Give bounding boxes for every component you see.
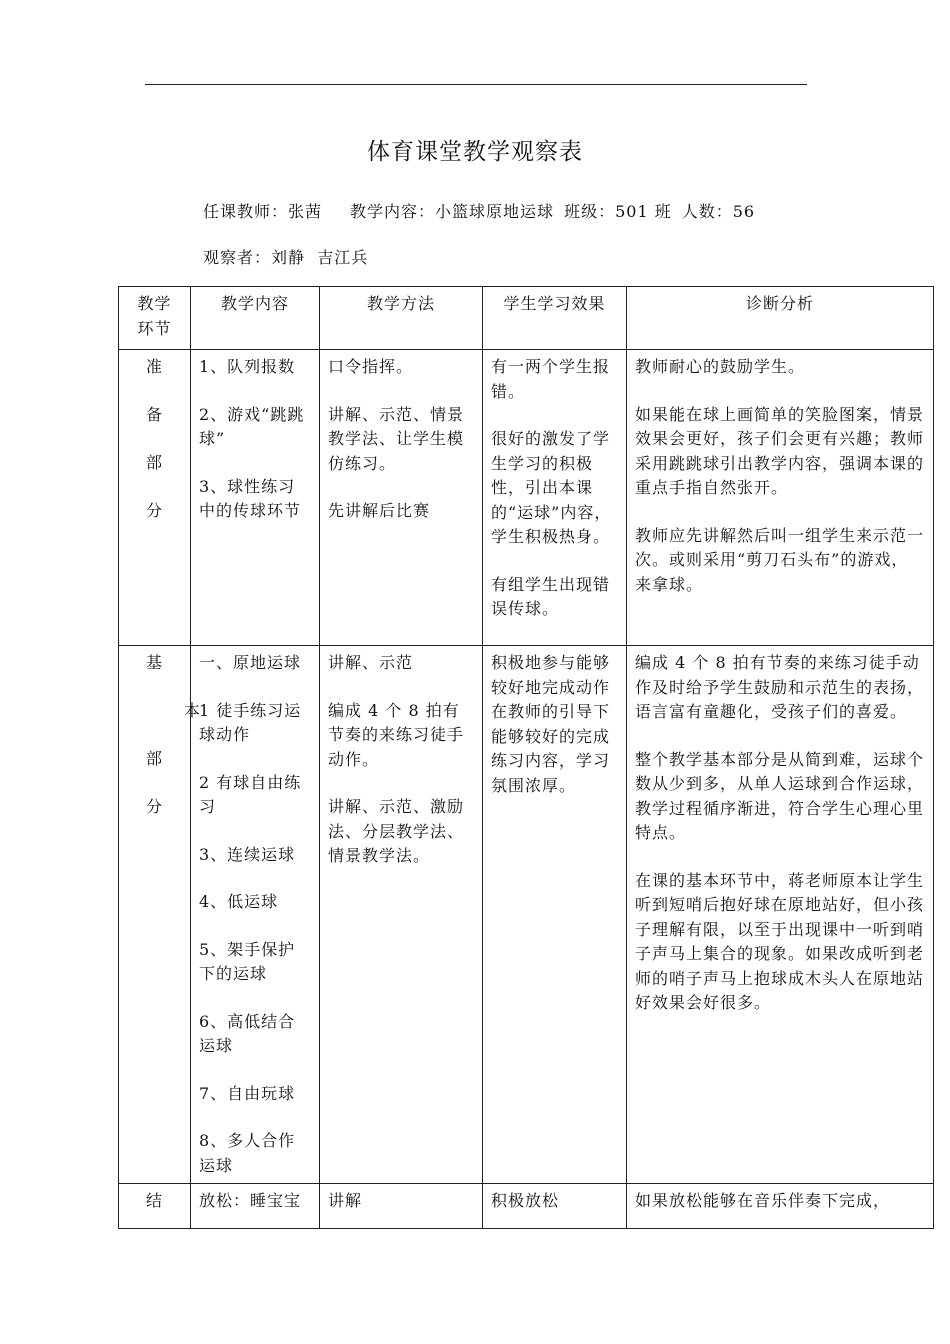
effect-cell [483,646,627,1184]
header-method: 教学方法 [320,287,483,350]
effect-item: 很好的激发了学生学习的积极性，引出本课的“运球”内容，学生积极热身。 [491,429,612,546]
method-item: 讲解、示范、情景教学法、让学生模仿练习。 [328,404,465,473]
method-item: 先讲解后比赛 [328,501,431,520]
header-content: 教学内容 [191,287,320,350]
observer-names: 刘静 吉江兵 [271,248,369,267]
document-title: 体育课堂教学观察表 [367,139,583,165]
count-label: 人数： [681,202,733,221]
header-section-line: 教学 [137,294,172,313]
header-rule [145,84,807,85]
content-item: 3、球性练习中的传球环节 [199,476,302,520]
diagnosis-cell [627,646,934,1184]
content-item: 4、低运球 [199,892,279,911]
content-cell [191,350,320,646]
section-char: 部 [145,749,163,768]
table-row [119,350,934,646]
class-label: 班级： [564,202,616,221]
method-item: 讲解、示范、激励法、分层教学法、情景教学法。 [328,797,465,865]
content-item: 一、原地运球 [199,653,302,672]
effect-item: 有组学生出现错误传球。 [491,574,611,618]
table-row [119,1184,934,1229]
effect-cell [483,350,627,646]
diagnosis-item: 编成 4 个 8 拍有节奏的来练习徒手动作及时给予学生鼓励和示范生的表扬，语言富有童趣化，受孩子们的喜爱。 [635,653,925,721]
header-diagnosis: 诊断分析 [627,287,934,350]
content-item: 7、自由玩球 [199,1083,296,1103]
table-header-row [119,287,934,350]
section-cell [119,350,191,646]
effect-cell: 积极放松 [483,1184,627,1229]
content-item-text: 1 徒手练习运球动作 [199,700,302,744]
stray-section-char: 本 [184,700,202,720]
content-item: 3、连续运球 [199,844,296,864]
diagnosis-cell: 如果放松能够在音乐伴奏下完成， [627,1184,934,1229]
diagnosis-item: 教师耐心的鼓励学生。 [635,357,806,376]
diagnosis-item: 如果能在球上画简单的笑脸图案，情景效果会更好，孩子们会更有兴趣；教师采用跳跳球引出教学内容，强调本课的重点手指自然张开。 [635,404,925,497]
observation-table [118,286,934,1229]
method-item: 讲解、示范 [328,653,414,672]
diagnosis-item: 整个教学基本部分是从简到难，运球个数从少到多，从单人运球到合作运球，教学过程循序渐进，符合学生心理心里特点。 [635,749,925,842]
diagnosis-cell [627,350,934,646]
count-value: 56 [732,202,756,221]
effect-item: 积极地参与能够较好地完成动作 在教师的引导下能够较好的完成练习内容，学习氛围浓厚。 [491,653,611,795]
section-char: 分 [145,501,163,520]
content-item: 6、高低结合运球 [199,1011,296,1055]
table-row [119,646,934,1184]
teacher-label: 任课教师： [203,202,289,221]
section-cell: 结 [119,1184,191,1229]
content-item [184,699,311,748]
section-cell [119,646,191,1184]
effect-item: 有一两个学生报错。 [491,357,611,401]
meta-line-2 [203,245,368,268]
class-value: 501 班 [615,202,672,221]
section-char: 分 [145,797,163,816]
method-item: 编成 4 个 8 拍有节奏的来练习徒手动作。 [328,700,465,769]
method-item: 口令指挥。 [328,357,414,376]
section-char: 部 [145,453,163,472]
header-effect: 学生学习效果 [483,287,627,350]
header-section-line: 环节 [137,318,172,338]
content-cell: 放松：睡宝宝 [191,1184,320,1229]
method-cell: 讲解 [320,1184,483,1229]
meta-line-1 [203,199,755,222]
content-item: 8、多人合作运球 [199,1131,296,1175]
teacher-name: 张茜 [288,202,323,221]
method-cell [320,350,483,646]
section-char: 基 [145,653,163,672]
content-value: 小篮球原地运球 [435,202,555,221]
diagnosis-item: 教师应先讲解然后叫一组学生来示范一次。或则采用“剪刀石头布”的游戏，来拿球。 [635,525,925,594]
content-label: 教学内容： [350,202,436,221]
section-char: 备 [145,405,163,424]
section-char: 准 [145,357,163,376]
header-section [119,287,191,350]
diagnosis-item: 在课的基本环节中，蒋老师原本让学生听到短哨后抱好球在原地站好，但小孩子理解有限，以至于出现课中一听到哨子声马上集合的现象。如果改成听到老师的哨子声马上抱球成木头人在原地站好效果会好很多。 [635,870,925,1012]
method-cell [320,646,483,1184]
content-cell [184,646,320,1184]
content-item: 1、队列报数 [199,357,296,376]
content-item: 2、游戏“跳跳球” [199,404,305,448]
content-item: 5、架手保护下的运球 [199,939,296,983]
content-item: 2 有球自由练习 [199,772,302,816]
observer-label: 观察者： [203,248,272,267]
